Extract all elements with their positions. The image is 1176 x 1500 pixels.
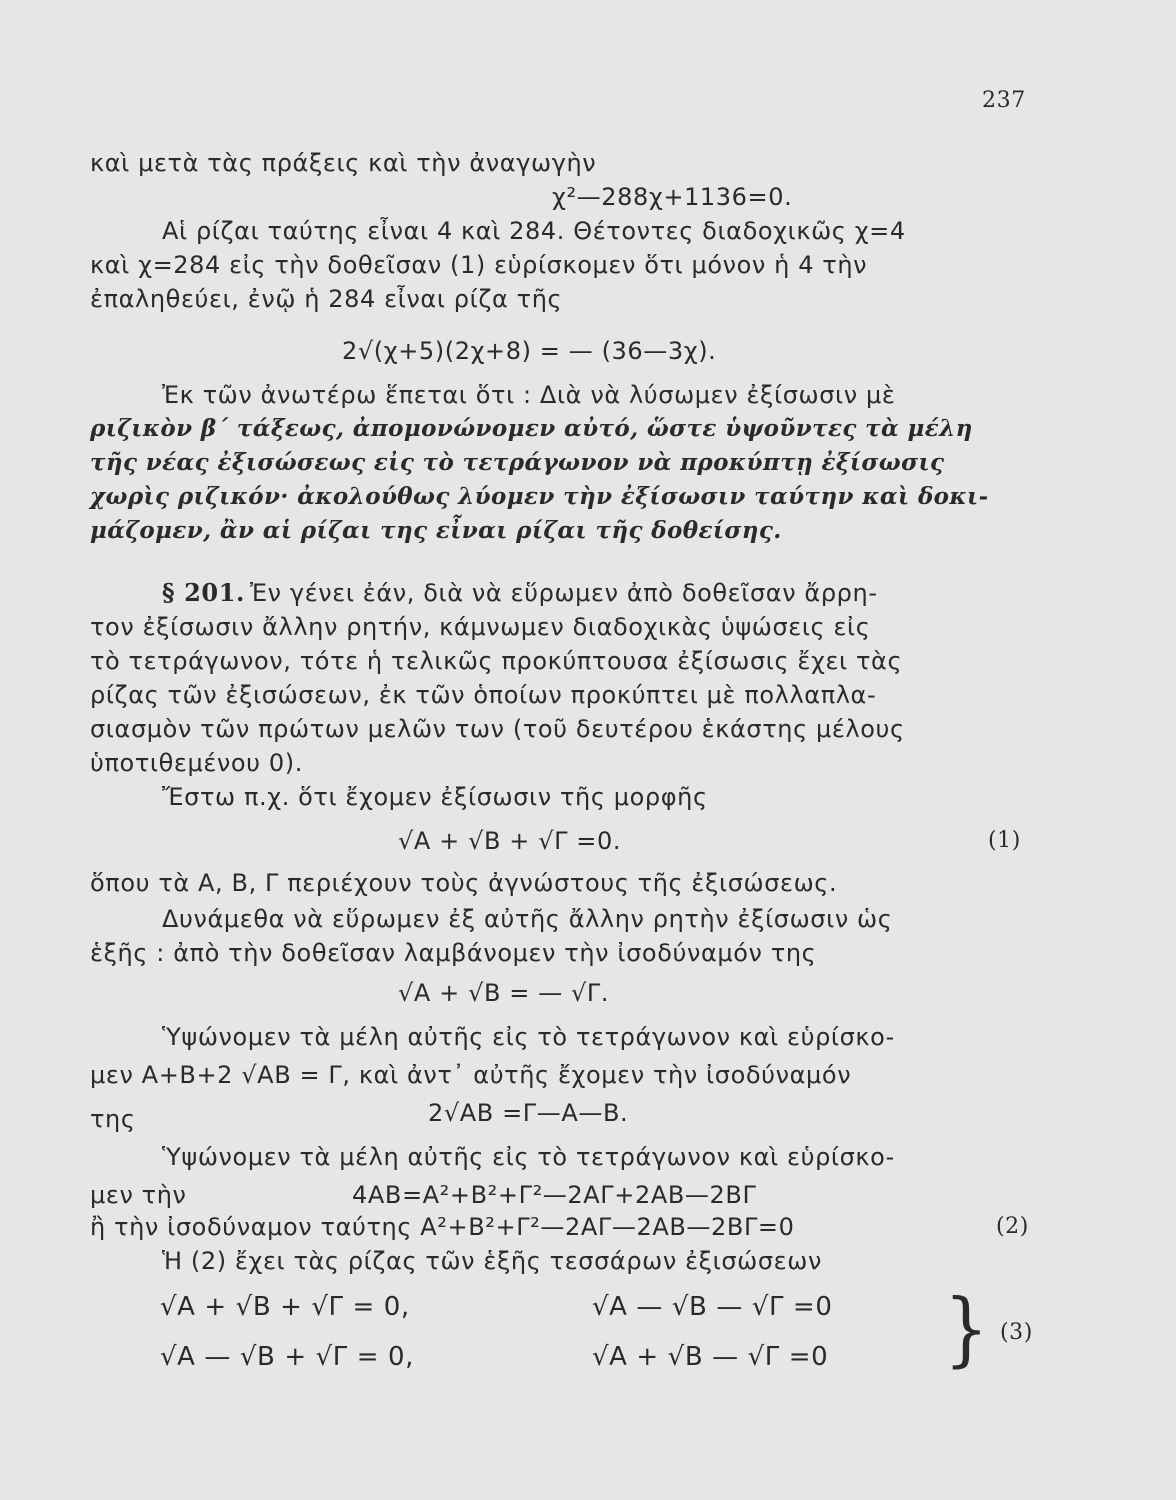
text-line: ἢ τὴν ἰσοδύναμον ταύτης Α²+Β²+Γ²—2ΑΓ—2ΑΒ—2ΒΓ=0 [90, 1213, 795, 1241]
text-line: Αἱ ρίζαι ταύτης εἶναι 4 καὶ 284. Θέτοντες διαδοχικῶς χ=4 [162, 217, 906, 245]
equation-line: √Α — √Β + √Γ = 0, [160, 1342, 414, 1372]
equation-line: √Α + √Β = — √Γ. [398, 979, 610, 1007]
equation-number: (1) [988, 828, 1021, 853]
equation-line: 2√(χ+5)(2χ+8) = — (36—3χ). [342, 337, 717, 365]
text-line: της [90, 1105, 136, 1133]
text-line: μεν Α+Β+2 √ΑΒ = Γ, καὶ ἀντ᾽ αὐτῆς ἔχομεν τὴν ἰσοδύναμόν [90, 1061, 852, 1089]
equation-line: 4ΑΒ=Α²+Β²+Γ²—2ΑΓ+2ΑΒ—2ΒΓ [352, 1181, 757, 1209]
text-line: Ὑψώνομεν τὰ μέλη αὐτῆς εἰς τὸ τετράγωνον καὶ εὑρίσκο- [162, 1023, 895, 1051]
equation-line: √Α + √Β + √Γ = 0, [160, 1292, 410, 1322]
text-line: ρίζας τῶν ἐξισώσεων, ἐκ τῶν ὁποίων προκύπτει μὲ πολλαπλα- [90, 681, 877, 709]
text-line: καὶ χ=284 εἰς τὴν δοθεῖσαν (1) εὑρίσκομεν ὅτι μόνον ἡ 4 τὴν [90, 251, 868, 279]
text-line: Ἡ (2) ἔχει τὰς ρίζας τῶν ἑξῆς τεσσάρων ἐξισώσεων [162, 1247, 822, 1275]
equation-line: 2√ΑΒ =Γ—Α—Β. [428, 1099, 629, 1127]
text-line: μεν τὴν [90, 1181, 187, 1209]
equation-line: √Α + √Β — √Γ =0 [592, 1342, 829, 1372]
page-number: 237 [982, 88, 1026, 113]
text-line: ἑξῆς : ἀπὸ τὴν δοθεῖσαν λαμβάνομεν τὴν ἰσοδύναμόν της [90, 939, 817, 967]
section-number: § 201. [162, 578, 245, 607]
right-brace: } [944, 1281, 989, 1377]
rule-text-line: τῆς νέας ἐξισώσεως εἰς τὸ τετράγωνον νὰ προκύπτῃ ἐξίσωσις [90, 449, 945, 476]
text-line: ὅπου τὰ Α, Β, Γ περιέχουν τοὺς ἀγνώστους τῆς ἐξισώσεως. [90, 869, 838, 897]
text-line: Ἐκ τῶν ἀνωτέρω ἕπεται ὅτι : Διὰ νὰ λύσωμεν ἐξίσωσιν μὲ [162, 381, 896, 409]
text-line: ὑποτιθεμένου 0). [90, 749, 303, 777]
equation-line: √Α — √Β — √Γ =0 [592, 1292, 833, 1322]
text-line: Ἔστω π.χ. ὅτι ἔχομεν ἐξίσωσιν τῆς μορφῆς [162, 783, 708, 811]
text-line: τὸ τετράγωνον, τότε ἡ τελικῶς προκύπτουσα ἐξίσωσις ἔχει τὰς [90, 647, 903, 675]
rule-text-line: μάζομεν, ἂν αἱ ρίζαι της εἶναι ρίζαι τῆς δοθείσης. [90, 517, 782, 544]
equation-number: (3) [1000, 1320, 1033, 1345]
text-line: σιασμὸν τῶν πρώτων μελῶν των (τοῦ δευτέρου ἑκάστης μέλους [90, 715, 905, 743]
text-line: Ἐν γένει ἐάν, διὰ νὰ εὕρωμεν ἀπὸ δοθεῖσαν ἄρρη- [250, 579, 878, 607]
equation-line: χ²—288χ+1136=0. [552, 183, 793, 211]
text-line: καὶ μετὰ τὰς πράξεις καὶ τὴν ἀναγωγὴν [90, 149, 597, 177]
equation-number: (2) [996, 1214, 1029, 1239]
equation-line: √Α + √Β + √Γ =0. [398, 827, 622, 855]
rule-text-line: ριζικὸν β´ τάξεως, ἀπομονώνομεν αὐτό, ὥστε ὑψοῦντες τὰ μέλη [90, 415, 973, 442]
text-line: ἐπαληθεύει, ἐνῷ ἡ 284 εἶναι ρίζα τῆς [90, 285, 563, 313]
rule-text-line: χωρὶς ριζικόν· ἀκολούθως λύομεν τὴν ἐξίσωσιν ταύτην καὶ δοκι- [90, 483, 989, 510]
text-line: Ὑψώνομεν τὰ μέλη αὐτῆς εἰς τὸ τετράγωνον καὶ εὑρίσκο- [162, 1143, 895, 1171]
text-line: τον ἐξίσωσιν ἄλλην ρητήν, κάμνωμεν διαδοχικὰς ὑψώσεις εἰς [90, 613, 871, 641]
text-line: Δυνάμεθα νὰ εὕρωμεν ἐξ αὐτῆς ἄλλην ρητὴν ἐξίσωσιν ὡς [162, 905, 893, 933]
